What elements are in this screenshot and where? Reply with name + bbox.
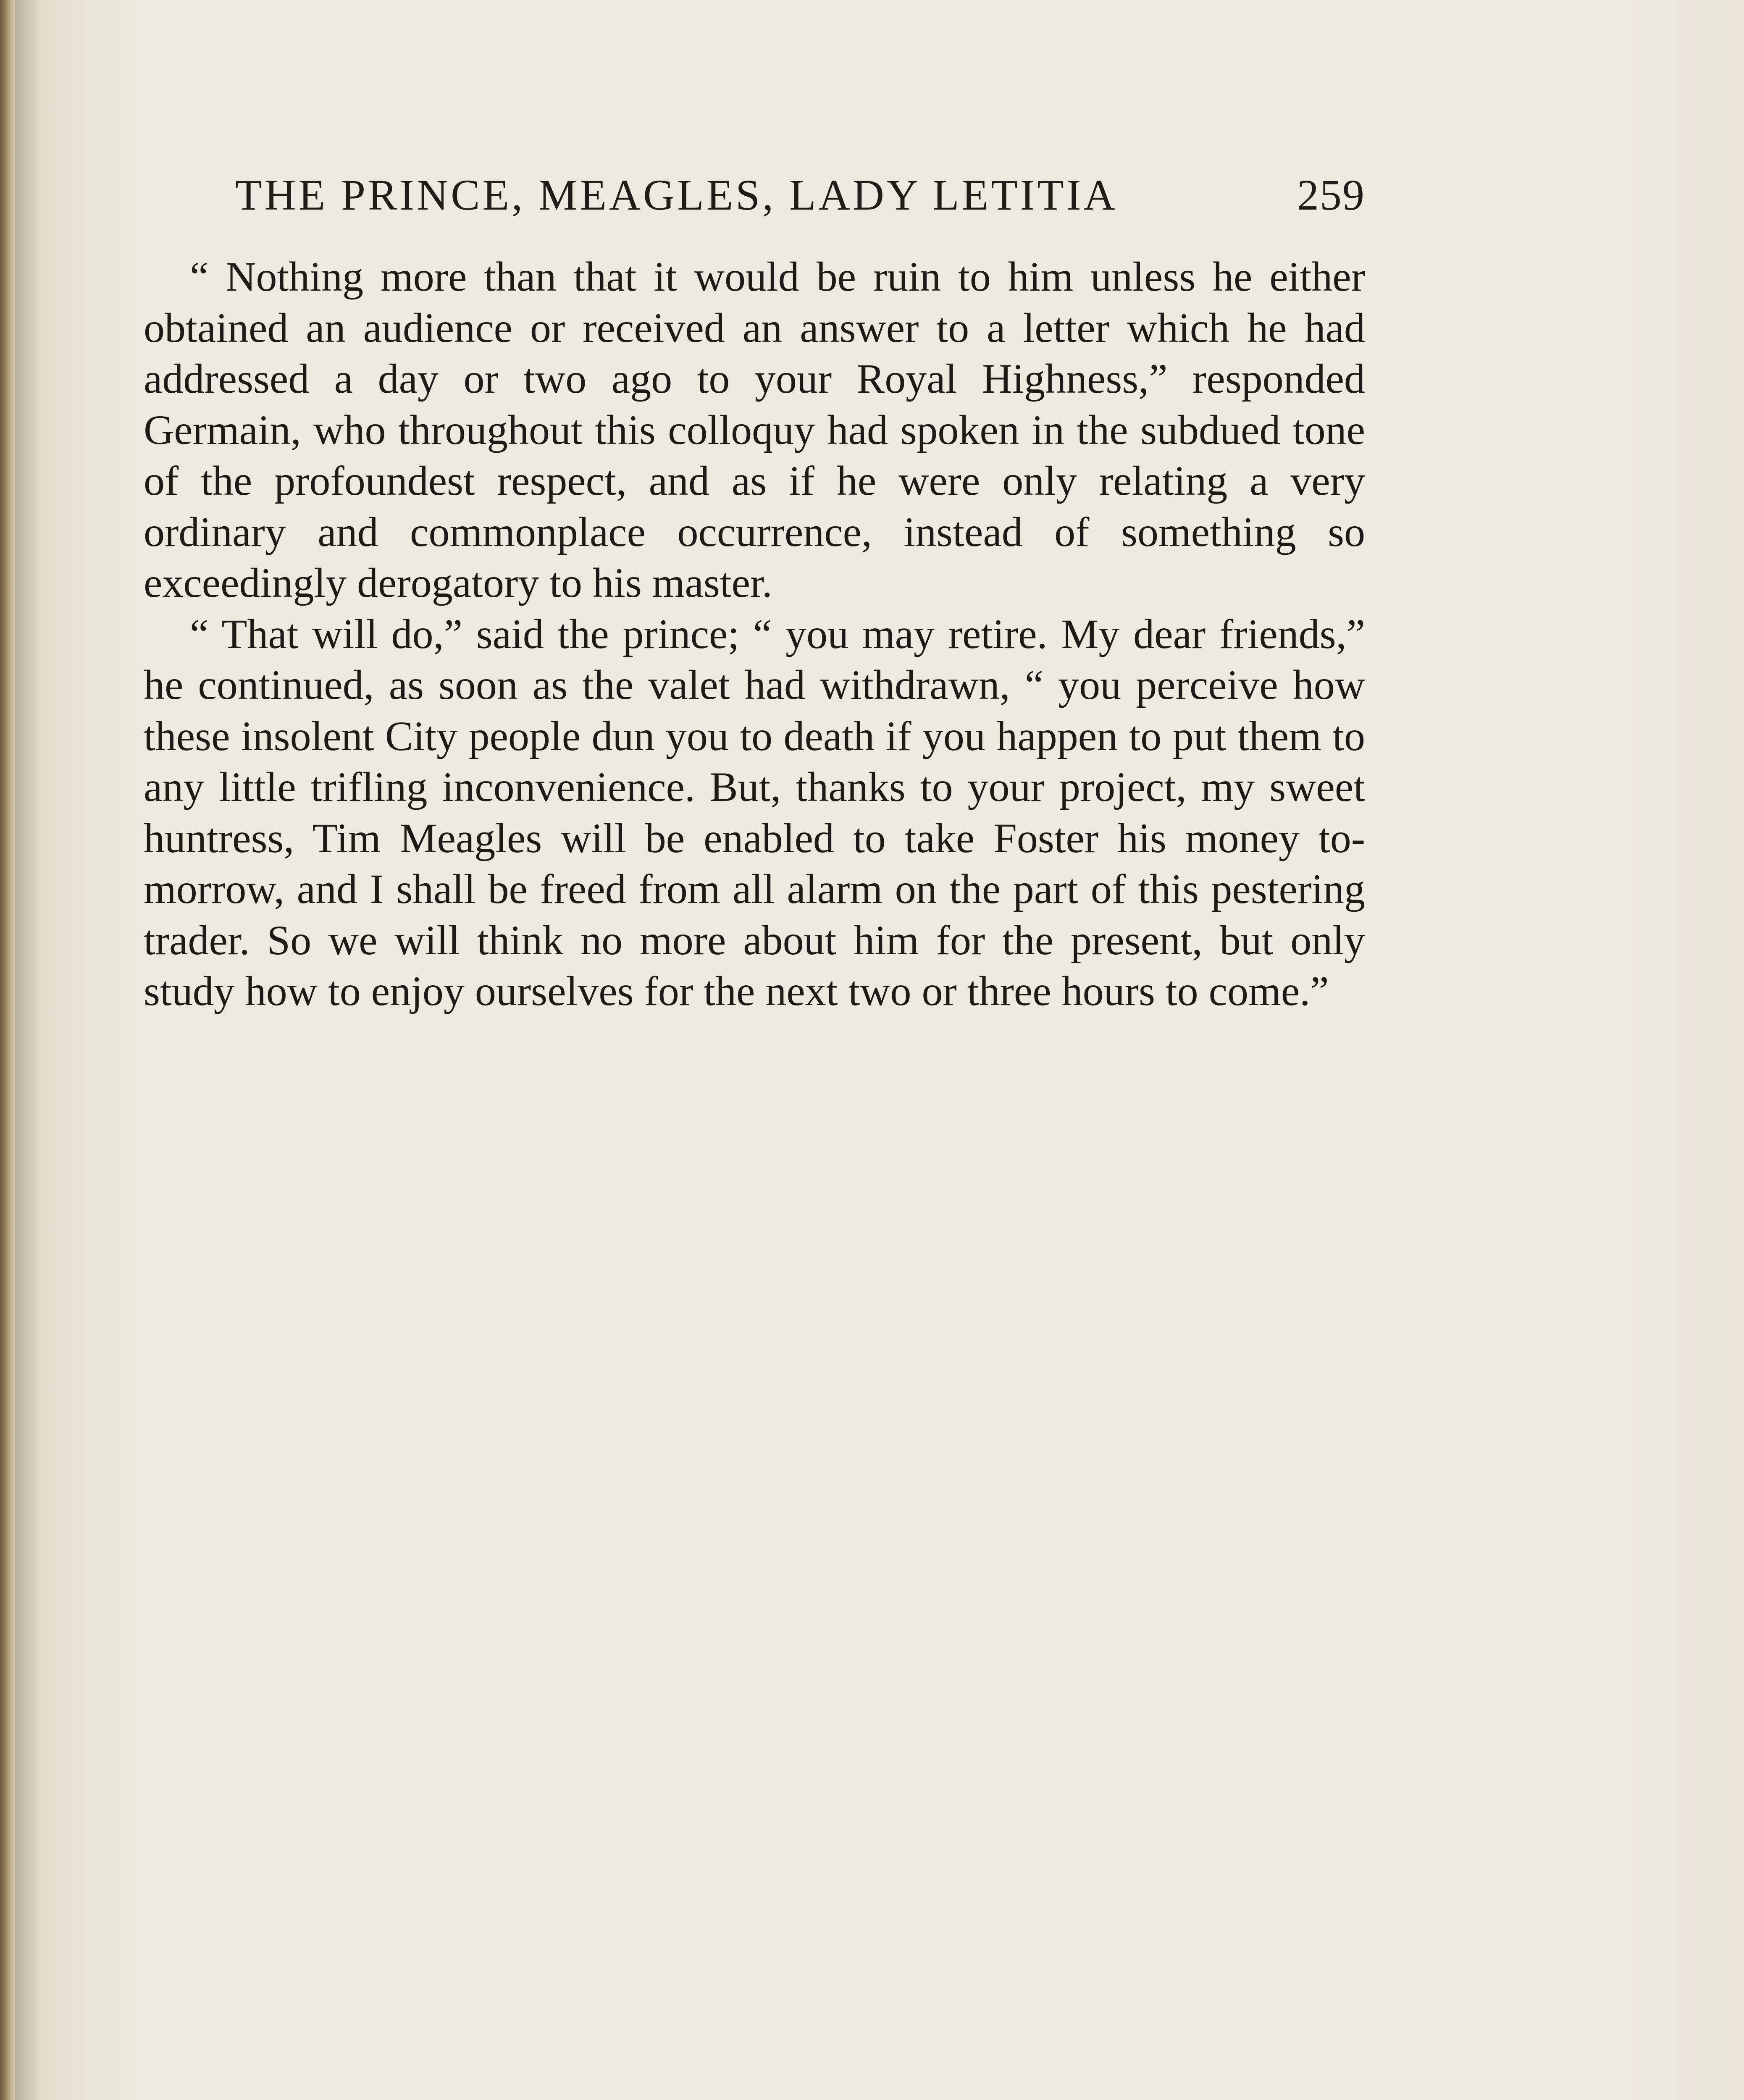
book-binding-edge: [0, 0, 15, 2100]
paragraph-2: “ That will do,” said the prince; “ you may retire. My dear friends,” he continued, as soon as the valet had withdrawn, “ you perceive how these insolent City people dun you to death if you happen to put them to any little trifling inconvenience. But, thanks to your project, my sweet huntress, Tim Meagles will be enabled to take Foster his money to-morrow, and I shall be freed from all alarm on the part of this pestering trader. So we will think no more about him for the present, but only study how to enjoy ourselves for the next two or three hours to come.”: [144, 610, 1365, 1014]
page-number: 259: [1297, 171, 1365, 219]
paragraph-1: “ Nothing more than that it would be ruin to him unless he either obtained an audience or received an answer to a letter which he had addressed a day or two ago to your Royal Highness,” responded Germain, who throughout this colloquy had spoken in the subdued tone of the profoundest respect, and as if he were only relating a very ordinary and commonplace occurrence, instead of something so exceedingly derogatory to his master.: [144, 253, 1365, 606]
body-text: [144, 251, 1365, 1017]
binding-shadow: [15, 0, 40, 2100]
running-head-title: THE PRINCE, MEAGLES, LADY LETITIA: [235, 171, 1118, 219]
running-head: [235, 170, 1365, 225]
show-through-text: [144, 1172, 1365, 2100]
